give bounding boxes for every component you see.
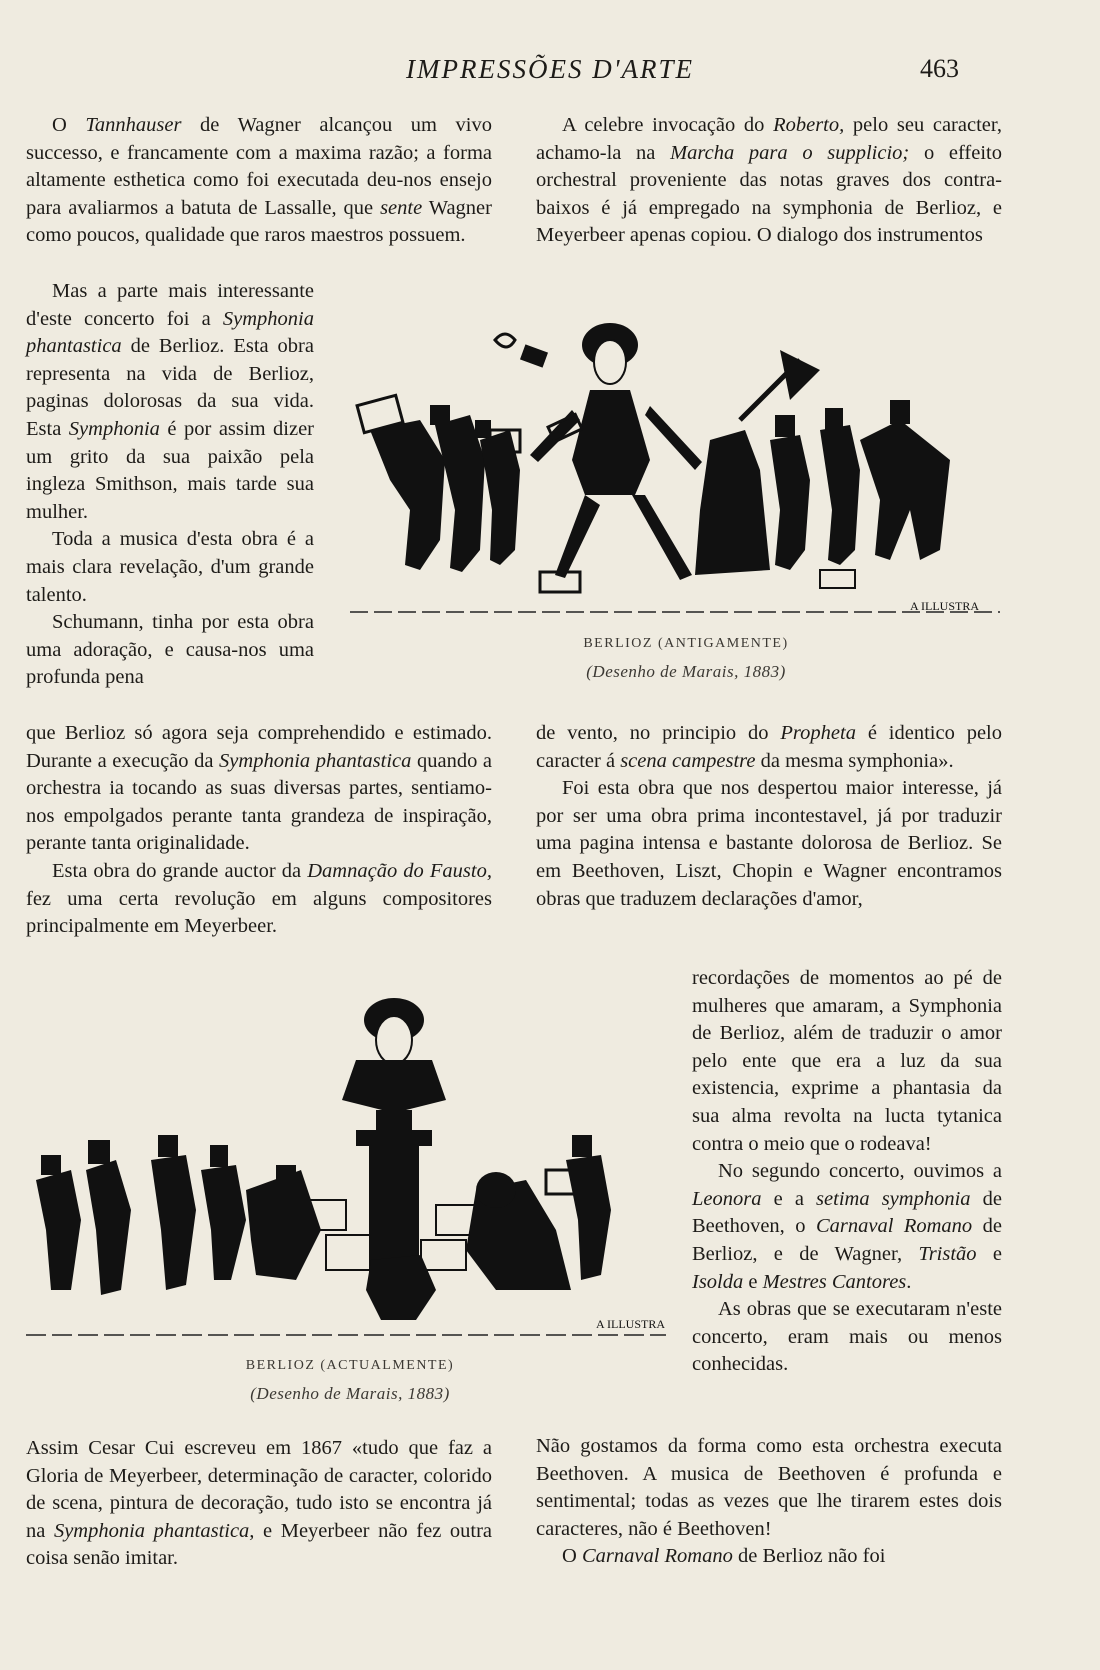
right-top-block [536,112,1002,250]
illustration-berlioz-antigamente [350,310,1000,630]
right-paragraph-4a: As obras que se executaram n'este concerto, eram mais ou menos conhecidas. [692,1298,1002,1376]
illustration-signature: A ILLUSTRA [910,599,979,613]
right-bottom-block [536,1433,1002,1571]
figure-1-credit: (Desenho de Marais, 1883) [586,662,786,681]
left-paragraph-1: O Tannhauser de Wagner alcançou um vivo successo, e francamente com a maxima razão; a forma altamente esthetica como foi executada deu-nos ensejo para avaliarmos a batuta de Lassalle, que sente Wagner como poucos, qualidade que raros maestros possuem. [26,114,492,247]
right-paragraph-3: No segundo concerto, ouvimos a Leonora e a setima symphonia de Beethoven, o Carnaval Romano de Berlioz, e de Wagner, Tristão e Isolda e Mestres Cantores. [692,1160,1002,1293]
left-paragraph-4b: que Berlioz só agora seja comprehendido e estimado. Durante a execução da Symphonia phantastica quando a orchestra ia tocando as suas diversas partes, sentiamo-nos empolgados perante tanta grandeza de inspiração, perante tanta originalidade. [26,722,492,855]
figure-1-caption: BERLIOZ (ANTIGAMENTE) [583,636,789,651]
left-paragraph-5: Esta obra do grande auctor da Damnação do Fausto, fez uma certa revolução em alguns compositores principalmente em Meyerbeer. [26,859,492,938]
right-paragraph-4b: Não gostamos da forma como esta orchestra executa Beethoven. A musica de Beethoven é profunda e sentimental; todas as vezes que lhe tirarem estes dois caracteres, não é Beethoven! [536,1435,1002,1540]
figure-2-credit: (Desenho de Marais, 1883) [250,1384,450,1403]
figure-2-caption: BERLIOZ (ACTUALMENTE) [245,1358,455,1373]
right-paragraph-2b: recordações de momentos ao pé de mulheres que amaram, a Symphonia de Berlioz, além de traduzir o amor pelo ente que era a luz da sua existencia, exprime a phantasia da sua alma revolta na lucta tytanica contra o meio que o rodeava! [692,967,1002,1155]
left-lower-block [26,720,492,941]
right-narrow-block [692,965,1002,1379]
left-bottom-block [26,1435,492,1573]
right-paragraph-5: O Carnaval Romano de Berlioz não foi [562,1545,886,1568]
illustration-signature: A ILLUSTRA [596,1317,665,1331]
illustration-berlioz-actualmente [26,990,666,1345]
right-paragraph-1b: de vento, no principio do Propheta é identico pelo caracter á scena campestre da mesma symphonia». [536,722,1002,772]
left-paragraph-4a: Schumann, tinha por esta obra uma adoração, e causa-nos uma profunda pena [26,611,314,689]
right-paragraph-2a: Foi esta obra que nos despertou maior interesse, já por ser uma obra prima incontestavel, já por traduzir uma pagina intensa e bastante dolorosa de Berlioz. Se em Beethoven, Liszt, Chopin e Wagner encontramos obras que traduzem declarações d'amor, [536,777,1002,910]
left-narrow-block [26,278,314,692]
left-paragraph-3: Toda a musica d'esta obra é a mais clara revelação, d'um grande talento. [26,528,314,606]
right-middle-block [536,720,1002,913]
left-paragraph-6: Assim Cesar Cui escreveu em 1867 «tudo que faz a Gloria de Meyerbeer, determinação de caracter, colorido de scena, pintura de decoração, tudo isto se encontra já na Symphonia phantastica, e Meyerbeer não fez outra coisa senão imitar. [26,1437,493,1570]
right-paragraph-1: A celebre invocação do Roberto, pelo seu caracter, achamo-la na Marcha para o supplicio; o effeito orchestral proveniente das notas graves dos contra-baixos é já empregado na symphonia de Berlioz, e Meyerbeer apenas copiou. O dialogo dos instrumentos [536,114,1003,247]
page-number: 463 [920,54,959,83]
left-paragraph-2: Mas a parte mais interessante d'este concerto foi a Symphonia phantastica de Berlioz. Esta obra representa na vida de Berlioz, paginas dolorosas da sua vida. Esta Symphonia é por assim dizer um grito da sua paixão pela ingleza Smithson, mais tarde sua mulher. [26,280,314,523]
running-header: IMPRESSÕES D'ARTE [406,54,694,84]
